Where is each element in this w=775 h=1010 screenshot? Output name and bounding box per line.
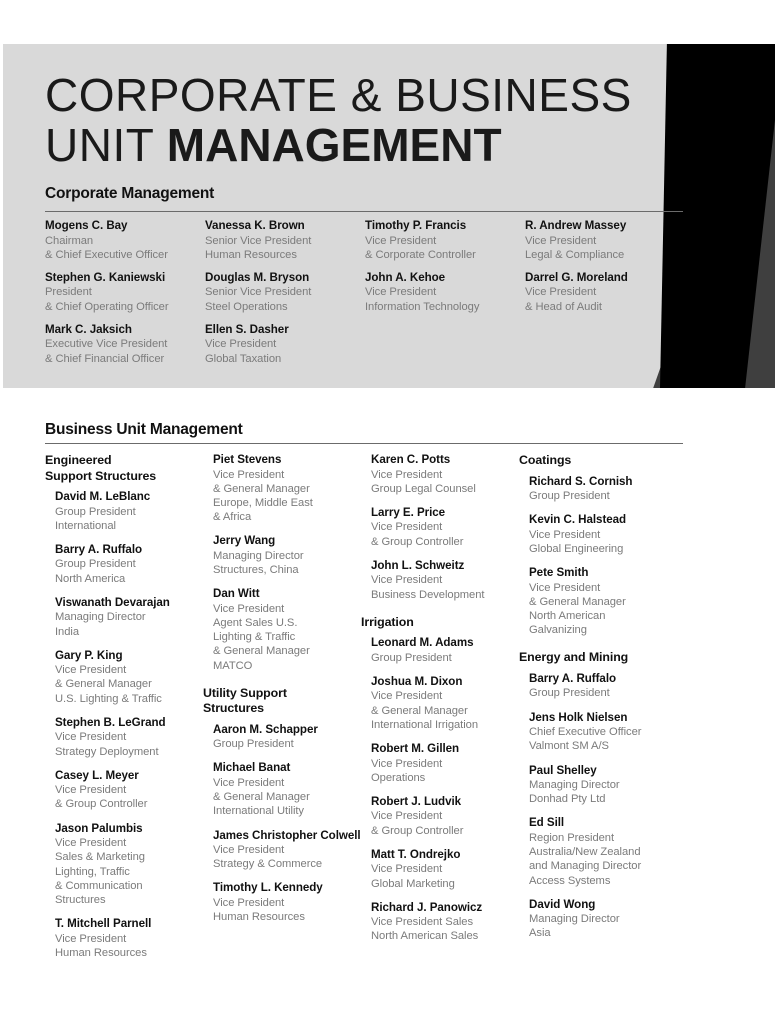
person-title-line: Vice President <box>213 468 285 481</box>
person-title-line: President <box>45 286 92 299</box>
person-title-line: Chairman <box>45 234 94 247</box>
person-title-line: Europe, Middle East <box>213 496 313 509</box>
person-entry <box>213 723 361 752</box>
business-unit-group-title <box>361 615 519 631</box>
person-title-line: & Group Controller <box>371 535 464 548</box>
person-title-line: Group President <box>529 687 610 700</box>
business-unit-group-title <box>45 453 203 484</box>
business-unit-group <box>203 453 361 673</box>
person-title-line: Strategy Deployment <box>55 745 159 758</box>
corporate-management-grid <box>45 219 685 375</box>
person-name: Larry E. Price <box>371 505 446 519</box>
person-title-line: Human Resources <box>55 946 147 959</box>
person-title-line: Managing Director <box>529 913 620 926</box>
business-unit-management-grid <box>45 453 735 973</box>
person-entry <box>213 534 361 577</box>
corporate-management-divider <box>45 211 683 212</box>
person-title-line: Vice President <box>371 757 443 770</box>
person-title-line: International Utility <box>213 805 304 818</box>
person-name: Vanessa K. Brown <box>205 219 305 232</box>
person-name: Jason Palumbis <box>55 821 143 835</box>
business-unit-group <box>361 453 519 602</box>
person-entry <box>371 559 519 602</box>
person-title-line: Global Taxation <box>205 352 282 365</box>
person-name: Dan Witt <box>213 587 260 601</box>
person-name: Mark C. Jaksich <box>45 322 132 336</box>
business-unit-group-title-line: Coatings <box>519 453 572 467</box>
person-name: Stephen B. LeGrand <box>55 715 166 729</box>
person-title-line: Steel Operations <box>205 300 288 313</box>
person-name: Gary P. King <box>55 648 123 662</box>
person-title-line: & Chief Financial Officer <box>45 352 165 365</box>
business-unit-group-title-line: Structures <box>203 701 264 716</box>
business-unit-group-title-line: Support Structures <box>45 468 157 483</box>
person-title-line: Lighting & Traffic <box>213 631 296 644</box>
person-entry <box>55 769 203 812</box>
person-name: Paul Shelley <box>529 763 597 777</box>
person-title-line: Region President <box>529 831 615 844</box>
person-entry <box>213 761 361 818</box>
business-unit-group-title-line: Utility Support <box>203 685 287 700</box>
business-unit-group <box>361 615 519 944</box>
person-entry <box>525 219 685 262</box>
person-title-line: Human Resources <box>213 911 305 924</box>
person-title-line: International <box>55 519 116 532</box>
business-unit-column <box>203 453 361 973</box>
person-entry <box>55 917 203 960</box>
business-unit-group-people <box>45 490 203 960</box>
person-title-line: Vice President <box>529 581 601 594</box>
person-title-line: Australia/New Zealand <box>529 846 641 859</box>
business-unit-group-people <box>203 723 361 925</box>
person-title-line: Managing Director <box>529 779 620 792</box>
business-unit-column <box>45 453 203 973</box>
business-unit-management-divider <box>45 443 683 444</box>
person-name: Ed Sill <box>529 816 565 830</box>
person-name: Robert J. Ludvik <box>371 794 462 808</box>
person-title-line: Vice President <box>213 602 285 615</box>
person-title-line: Vice President <box>371 521 443 534</box>
person-title-line: & Chief Operating Officer <box>45 300 169 313</box>
person-title-line: Executive Vice President <box>45 338 168 351</box>
business-unit-group <box>519 453 694 637</box>
person-title-line: & General Manager <box>55 678 152 691</box>
person-entry <box>371 636 519 665</box>
business-unit-group-title <box>519 453 694 469</box>
person-title-line: Vice President <box>371 468 443 481</box>
person-title-line: Sales & Marketing <box>55 851 145 864</box>
person-title-line: Information Technology <box>365 300 480 313</box>
person-entry <box>529 566 694 637</box>
person-entry <box>213 829 361 872</box>
person-entry <box>213 587 361 673</box>
person-name: Leonard M. Adams <box>371 636 474 650</box>
person-entry <box>529 816 694 887</box>
business-unit-group-people <box>519 672 694 941</box>
person-name: Mogens C. Bay <box>45 219 128 232</box>
person-entry <box>371 506 519 549</box>
person-title-line: Vice President <box>525 286 597 299</box>
person-title-line: Vice President <box>205 338 277 351</box>
person-entry <box>205 271 365 314</box>
person-entry <box>529 475 694 504</box>
person-entry <box>365 271 525 314</box>
person-title-line: Vice President <box>365 234 437 247</box>
person-name: Douglas M. Bryson <box>205 270 310 284</box>
business-unit-group <box>45 453 203 960</box>
person-name: Richard S. Cornish <box>529 474 633 488</box>
business-unit-column <box>361 453 519 973</box>
person-title-line: U.S. Lighting & Traffic <box>55 692 162 705</box>
person-title-line: Access Systems <box>529 874 611 887</box>
person-title-line: Galvanizing <box>529 624 587 637</box>
person-name: Casey L. Meyer <box>55 768 139 782</box>
person-title-line: Donhad Pty Ltd <box>529 793 606 806</box>
person-title-line: Asia <box>529 927 551 940</box>
business-unit-management-heading: Business Unit Management <box>45 421 243 438</box>
person-title-line: & General Manager <box>213 645 310 658</box>
person-title-line: & General Manager <box>213 482 310 495</box>
person-title-line: Group President <box>371 651 452 664</box>
person-title-line: Managing Director <box>213 549 304 562</box>
corporate-column <box>525 219 685 375</box>
person-title-line: Vice President <box>371 690 443 703</box>
person-entry <box>45 271 205 314</box>
person-title-line: Global Marketing <box>371 877 455 890</box>
page-title-line-1: CORPORATE & BUSINESS <box>45 69 632 121</box>
person-title-line: Structures <box>55 893 106 906</box>
person-name: Timothy P. Francis <box>365 219 467 232</box>
business-unit-group-title <box>203 686 361 717</box>
person-title-line: Group Legal Counsel <box>371 482 476 495</box>
person-title-line: & Head of Audit <box>525 300 602 313</box>
person-entry <box>55 490 203 533</box>
person-title-line: & General Manager <box>529 595 626 608</box>
person-title-line: & Chief Executive Officer <box>45 248 168 261</box>
person-name: Michael Banat <box>213 761 291 775</box>
person-name: Barry A. Ruffalo <box>529 671 617 685</box>
person-title-line: Vice President <box>371 863 443 876</box>
person-entry <box>55 596 203 639</box>
business-unit-group <box>519 650 694 940</box>
person-title-line: North American Sales <box>371 930 479 943</box>
person-title-line: & Communication <box>55 879 143 892</box>
person-entry <box>205 323 365 366</box>
person-entry <box>213 453 361 524</box>
person-title-line: Business Development <box>371 588 485 601</box>
person-entry <box>371 453 519 496</box>
person-entry <box>525 271 685 314</box>
person-name: Richard J. Panowicz <box>371 900 483 914</box>
person-title-line: MATCO <box>213 659 253 672</box>
person-title-line: Structures, China <box>213 564 299 577</box>
person-title-line: & General Manager <box>371 704 468 717</box>
person-title-line: & Group Controller <box>55 798 148 811</box>
business-unit-group-people <box>519 475 694 638</box>
person-title-line: Vice President <box>365 286 437 299</box>
person-entry <box>529 711 694 754</box>
person-entry <box>45 323 205 366</box>
person-name: Joshua M. Dixon <box>371 674 463 688</box>
person-title-line: Operations <box>371 771 426 784</box>
corporate-management-heading: Corporate Management <box>45 185 215 202</box>
person-name: R. Andrew Massey <box>525 219 627 232</box>
person-entry <box>529 513 694 556</box>
person-title-line: Group President <box>213 738 294 751</box>
business-unit-group-title <box>519 650 694 666</box>
person-entry <box>371 742 519 785</box>
person-name: Darrel G. Moreland <box>525 270 628 284</box>
person-entry <box>45 219 205 262</box>
person-title-line: Agent Sales U.S. <box>213 616 298 629</box>
person-name: Jens Holk Nielsen <box>529 710 628 724</box>
person-name: Karen C. Potts <box>371 453 451 466</box>
person-name: John L. Schweitz <box>371 558 465 572</box>
person-title-line: Lighting, Traffic <box>55 865 130 878</box>
person-title-line: International Irrigation <box>371 718 479 731</box>
page-title-line-2-thin: UNIT <box>45 119 167 171</box>
person-entry <box>55 649 203 706</box>
page-title <box>45 70 632 170</box>
business-unit-group-title-line: Engineered <box>45 453 112 467</box>
person-entry <box>529 764 694 807</box>
business-unit-group-title-line: Energy and Mining <box>519 650 629 665</box>
person-title-line: Vice President <box>55 731 127 744</box>
person-name: David Wong <box>529 897 596 911</box>
person-entry <box>529 898 694 941</box>
person-entry <box>55 822 203 908</box>
business-unit-group-people <box>203 453 361 673</box>
person-name: Pete Smith <box>529 566 589 580</box>
person-title-line: Vice President <box>525 234 597 247</box>
person-title-line: Vice President <box>529 528 601 541</box>
corporate-column <box>45 219 205 375</box>
person-title-line: Vice President Sales <box>371 916 474 929</box>
person-title-line: Chief Executive Officer <box>529 726 642 739</box>
person-title-line: North America <box>55 572 126 585</box>
person-entry <box>529 672 694 701</box>
person-title-line: Group President <box>55 505 136 518</box>
person-title-line: Group President <box>529 490 610 502</box>
person-name: Viswanath Devarajan <box>55 595 170 609</box>
person-title-line: India <box>55 625 80 638</box>
person-title-line: Vice President <box>55 784 127 797</box>
person-name: Piet Stevens <box>213 453 282 466</box>
person-title-line: Vice President <box>55 664 127 677</box>
page-title-line-2 <box>45 120 632 170</box>
person-title-line: & General Manager <box>213 791 310 804</box>
person-title-line: Vice President <box>55 837 127 850</box>
person-title-line: Vice President <box>371 574 443 587</box>
page-title-line-2-bold: MANAGEMENT <box>166 119 502 171</box>
person-entry <box>365 219 525 262</box>
person-entry <box>371 795 519 838</box>
person-title-line: & Group Controller <box>371 824 464 837</box>
person-title-line: Vice President <box>55 932 127 945</box>
person-title-line: Vice President <box>213 844 285 857</box>
corporate-column <box>365 219 525 375</box>
person-title-line: & Africa <box>213 511 252 524</box>
business-unit-group-title-line: Irrigation <box>361 614 414 629</box>
person-name: Robert M. Gillen <box>371 742 460 756</box>
business-unit-group-people <box>361 636 519 943</box>
person-title-line: Vice President <box>213 776 285 789</box>
person-title-line: Valmont SM A/S <box>529 740 609 753</box>
person-name: Barry A. Ruffalo <box>55 542 143 556</box>
person-name: Ellen S. Dasher <box>205 322 289 336</box>
person-title-line: Managing Director <box>55 611 146 624</box>
person-name: Aaron M. Schapper <box>213 722 318 736</box>
person-title-line: Group President <box>55 558 136 571</box>
person-name: John A. Kehoe <box>365 270 446 284</box>
person-name: Matt T. Ondrejko <box>371 847 461 861</box>
person-title-line: Legal & Compliance <box>525 248 625 261</box>
person-entry <box>213 881 361 924</box>
person-title-line: & Corporate Controller <box>365 248 476 261</box>
person-name: T. Mitchell Parnell <box>55 917 152 931</box>
person-name: Kevin C. Halstead <box>529 513 627 527</box>
person-name: Timothy L. Kennedy <box>213 881 323 895</box>
person-entry <box>371 901 519 944</box>
business-unit-column <box>519 453 694 973</box>
person-title-line: North American <box>529 610 606 623</box>
person-name: Jerry Wang <box>213 534 276 548</box>
person-entry <box>371 675 519 732</box>
person-name: Stephen G. Kaniewski <box>45 270 166 284</box>
person-entry <box>371 848 519 891</box>
person-entry <box>55 716 203 759</box>
person-title-line: and Managing Director <box>529 860 642 873</box>
person-entry <box>205 219 365 262</box>
person-title-line: Senior Vice President <box>205 234 312 247</box>
person-title-line: Vice President <box>371 810 443 823</box>
person-title-line: Strategy & Commerce <box>213 858 323 871</box>
corporate-column <box>205 219 365 375</box>
person-name: David M. LeBlanc <box>55 490 151 503</box>
business-unit-group-people <box>361 453 519 602</box>
person-title-line: Global Engineering <box>529 542 624 555</box>
person-title-line: Human Resources <box>205 248 297 261</box>
person-name: James Christopher Colwell <box>213 828 361 842</box>
business-unit-group <box>203 686 361 925</box>
person-title-line: Senior Vice President <box>205 286 312 299</box>
person-title-line: Vice President <box>213 896 285 909</box>
person-entry <box>55 543 203 586</box>
